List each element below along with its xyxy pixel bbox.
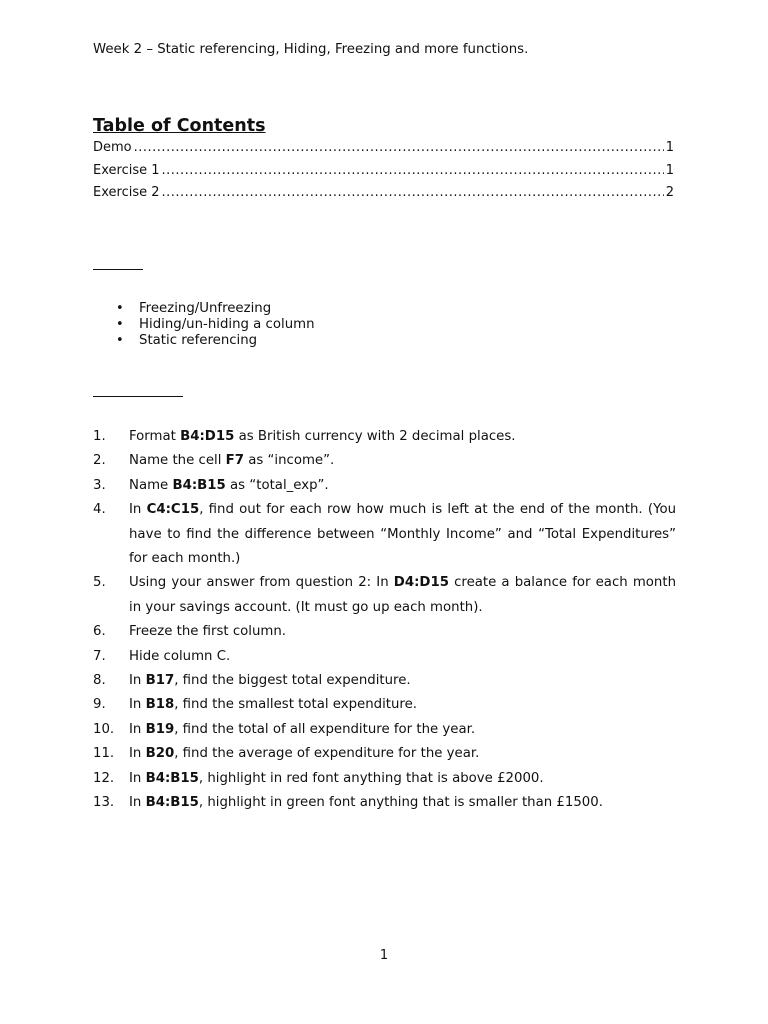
exercise-item — [93, 669, 676, 693]
bullet-text: Freezing/Unfreezing — [139, 300, 272, 316]
cell-reference: B18 — [145, 697, 175, 713]
exercise-text-part: Using your answer from question 2: In — [129, 575, 394, 591]
toc-entry-label: Exercise 2 — [93, 185, 160, 200]
exercise-text — [129, 571, 676, 620]
cell-reference: F7 — [225, 453, 244, 469]
toc-entry-label: Demo — [93, 140, 132, 155]
exercise-item — [93, 620, 676, 644]
exercise-number: 1. — [93, 429, 106, 444]
exercise-text-part: In — [129, 673, 146, 689]
exercise-text — [129, 669, 676, 693]
exercise-text — [129, 791, 676, 815]
exercise-number: 13. — [93, 795, 115, 811]
exercise-text-part: Hide column C. — [129, 648, 231, 664]
exercise-item — [93, 449, 676, 473]
exercise-text-part: , find the smallest total expenditure. — [174, 697, 418, 713]
cell-reference: B17 — [145, 673, 175, 689]
exercise-item — [93, 425, 676, 449]
cell-reference: B20 — [145, 746, 175, 762]
list-item — [116, 332, 315, 348]
exercise-item — [93, 498, 676, 571]
toc-title: Table of Contents — [93, 116, 266, 136]
exercise-number: 5. — [93, 575, 106, 591]
exercise-text-part: as British currency with 2 decimal places. — [234, 429, 516, 444]
exercise-list — [93, 425, 676, 816]
exercise-number: 8. — [93, 673, 106, 689]
exercise-text-part: Name the cell — [129, 453, 226, 469]
exercise-item — [93, 645, 676, 669]
exercise-text-part: Name — [129, 477, 173, 493]
toc-entry-exercise-1[interactable] — [93, 163, 674, 186]
bullet-text: Hiding/un-hiding a column — [139, 316, 315, 332]
cell-reference: B19 — [145, 721, 175, 737]
exercise-text-part: In — [129, 770, 146, 786]
toc-entry-exercise-2[interactable] — [93, 185, 674, 208]
cell-reference: D4:D15 — [393, 575, 449, 591]
exercise-text — [129, 742, 676, 766]
exercise-heading-underline — [93, 396, 183, 397]
exercise-text-part: In — [129, 795, 146, 811]
exercise-text-part: , find out for each row how much is left at the end of the month. (You have to find the difference between “Monthly Income” and “Total Expenditures” for each month.) — [129, 502, 677, 567]
list-item — [116, 300, 315, 316]
exercise-number: 3. — [93, 477, 106, 493]
exercise-item — [93, 718, 676, 742]
exercise-number: 7. — [93, 648, 106, 664]
exercise-number: 4. — [93, 502, 106, 518]
exercise-number: 9. — [93, 697, 106, 713]
toc-entry-page: 2 — [665, 185, 674, 200]
exercise-item — [93, 791, 676, 815]
toc-leader-dots — [134, 140, 664, 155]
exercise-text-part: , find the total of all expenditure for the year. — [174, 721, 476, 737]
demo-bullet-list — [116, 300, 315, 349]
exercise-text-part: , highlight in red font anything that is above £2000. — [198, 770, 544, 786]
exercise-text-part: , highlight in green font anything that is smaller than £1500. — [198, 795, 603, 811]
toc-entry-label: Exercise 1 — [93, 162, 160, 178]
exercise-text-part: , find the average of expenditure for the year. — [174, 746, 480, 762]
toc-leader-dots — [162, 185, 664, 200]
exercise-text — [129, 645, 676, 669]
exercise-item — [93, 474, 676, 498]
cell-reference: C4:C15 — [146, 502, 200, 518]
exercise-item — [93, 571, 676, 620]
exercise-text — [129, 449, 676, 473]
exercise-text-part: In — [129, 721, 146, 737]
exercise-text-part: create a balance for each month in your savings account. (It must go up each month). — [129, 575, 676, 615]
exercise-number: 2. — [93, 453, 106, 469]
exercise-text — [129, 767, 676, 791]
exercise-text — [129, 498, 676, 571]
toc-leader-dots — [162, 163, 664, 178]
exercise-text-part: In — [129, 746, 146, 762]
exercise-item — [93, 693, 676, 717]
list-item — [116, 316, 315, 332]
cell-reference: B4:D15 — [180, 429, 235, 444]
exercise-text-part: Format — [129, 429, 181, 444]
demo-heading-underline — [93, 269, 143, 270]
exercise-text-part: Freeze the first column. — [129, 624, 287, 640]
exercise-text-part: In — [129, 502, 147, 518]
toc-entry-page: 1 — [665, 162, 674, 178]
toc-entry-demo[interactable] — [93, 140, 674, 163]
exercise-text — [129, 620, 676, 644]
exercise-text — [129, 718, 676, 742]
exercise-text-part: as “income”. — [243, 453, 335, 469]
bullet-text: Static referencing — [139, 332, 258, 348]
bullet-icon: • — [116, 300, 124, 316]
exercise-text-part: In — [129, 697, 146, 713]
toc-entry-page: 1 — [665, 140, 674, 155]
exercise-number: 12. — [93, 770, 115, 786]
exercise-number: 11. — [93, 746, 115, 762]
exercise-text-part: as “total_exp”. — [225, 477, 329, 493]
page-number: 1 — [379, 948, 389, 963]
exercise-number: 10. — [93, 721, 115, 737]
exercise-text — [129, 474, 676, 498]
document-header: Week 2 – Static referencing, Hiding, Freezing and more functions. — [93, 42, 529, 57]
exercise-number: 6. — [93, 624, 106, 640]
exercise-item — [93, 767, 676, 791]
bullet-icon: • — [116, 316, 124, 332]
cell-reference: B4:B15 — [145, 770, 199, 786]
exercise-text — [129, 693, 676, 717]
cell-reference: B4:B15 — [145, 795, 199, 811]
bullet-icon: • — [116, 332, 124, 348]
exercise-item — [93, 742, 676, 766]
exercise-text-part: , find the biggest total expenditure. — [174, 673, 411, 689]
exercise-text — [129, 425, 676, 449]
cell-reference: B4:B15 — [172, 477, 226, 493]
table-of-contents — [93, 140, 674, 208]
